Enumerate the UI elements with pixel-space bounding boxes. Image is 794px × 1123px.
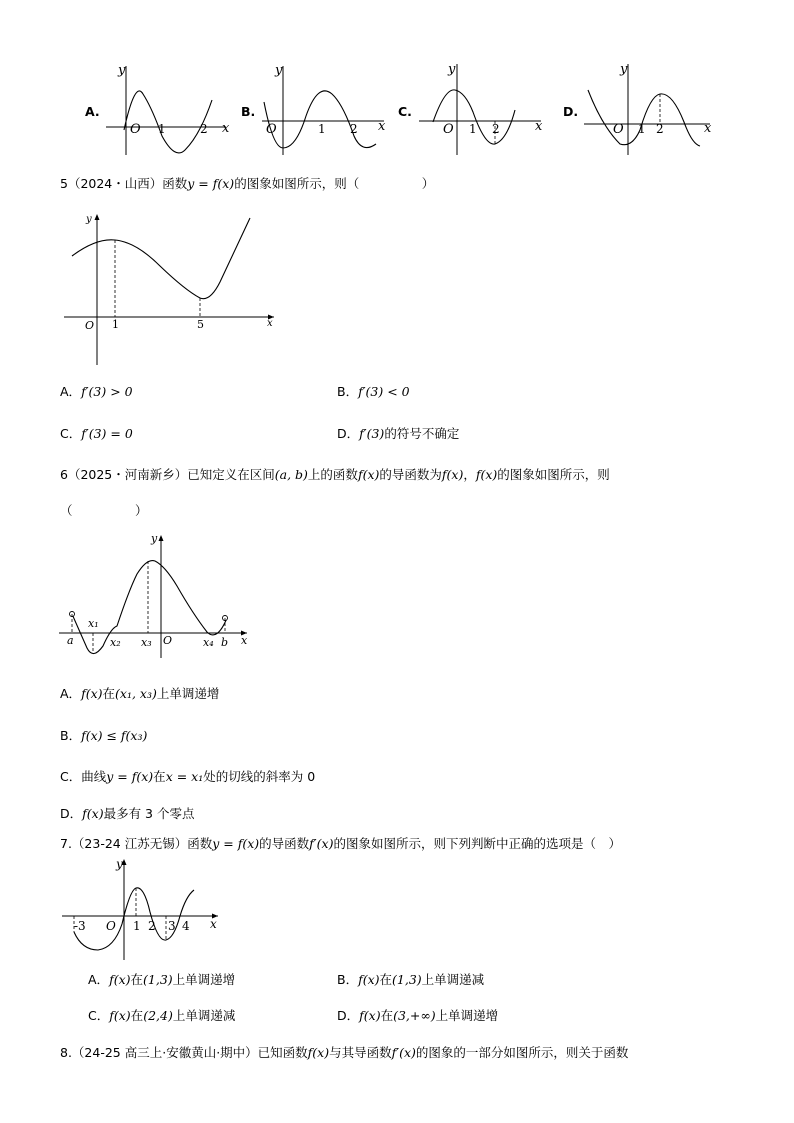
q7-stem-mid: 的导函数 [259, 836, 310, 851]
origin-label: O [130, 122, 141, 137]
q7-stem-func: y = f(x) [212, 836, 260, 851]
option-c-graph [415, 60, 550, 160]
q5-option-a-expr: f′(3) > 0 [81, 384, 133, 399]
q6-option-b-letter: B． [60, 728, 82, 743]
q5-graph [60, 210, 280, 370]
q5-option-a[interactable] [60, 386, 133, 399]
x-label: x [267, 318, 273, 329]
q5-option-c-expr: f′(3) = 0 [81, 426, 133, 441]
q5-option-b-letter: B． [337, 384, 359, 399]
q6-option-c-expr2: x = x₁ [165, 769, 204, 784]
y-label: y [86, 214, 92, 225]
label-x4: x₄ [203, 636, 214, 649]
q7-option-a-text: 在 [130, 972, 144, 987]
y-label: y [620, 62, 628, 77]
q7-option-d-tail: 上单调递增 [435, 1008, 499, 1023]
q7-option-c[interactable] [88, 1010, 235, 1023]
x-label: x [378, 119, 386, 134]
label-x2: x₂ [110, 636, 121, 649]
q5-stem-func: y = f(x) [187, 176, 235, 191]
x-label: x [535, 119, 543, 134]
tick-3: 3 [168, 919, 176, 933]
q7-graph [58, 856, 228, 964]
y-label: y [116, 857, 123, 871]
tick-1: 1 [158, 122, 166, 136]
q7-option-a-tail: 上单调递增 [172, 972, 236, 987]
option-c-label: C. [398, 104, 412, 119]
q7-stem-deriv: f′(x) [309, 836, 334, 851]
x-label: x [222, 121, 230, 136]
q6-stem-line2: （ ） [60, 503, 148, 518]
tick-4: 4 [182, 919, 190, 933]
q7-option-b-letter: B． [337, 972, 359, 987]
q6-option-d[interactable] [60, 808, 194, 821]
option-b-graph [258, 60, 398, 160]
option-b-label: B. [241, 104, 256, 119]
q6-option-c-text0: 曲线 [81, 769, 107, 784]
tick-2: 2 [350, 122, 358, 136]
origin-label: O [163, 634, 173, 647]
q7-stem-prefix: 7.（23-24 江苏无锡）函数 [60, 836, 213, 851]
q5-option-d[interactable] [337, 428, 459, 441]
q7-option-c-expr: f(x) [109, 1008, 131, 1023]
x-label: x [704, 121, 712, 136]
label-a: a [67, 634, 74, 647]
label-x3: x₃ [141, 636, 152, 649]
q6-option-c-letter: C． [60, 769, 82, 784]
q7-option-a[interactable] [88, 974, 235, 987]
q8-stem-mid: 与其导函数 [329, 1045, 392, 1060]
q6-option-b-expr: f(x) ≤ f(x₃) [81, 728, 148, 743]
q8-stem-prefix: 8.（24-25 高三上·安徽黄山·期中）已知函数 [60, 1045, 308, 1060]
q8-stem-deriv: f′(x) [391, 1045, 416, 1060]
q6-option-a-text: 在 [102, 686, 116, 701]
x-label: x [210, 917, 217, 931]
q6-option-a-tail: 上单调递增 [156, 686, 220, 701]
option-d-graph [580, 60, 720, 160]
q7-option-b-tail: 上单调递减 [421, 972, 485, 987]
q6-stem-fx2: f(x) [441, 467, 464, 482]
q7-option-b-expr: f(x) [358, 972, 380, 987]
origin-label: O [266, 122, 277, 137]
y-label: y [448, 62, 456, 77]
q6-stem-mid1: 上的函数 [307, 467, 358, 482]
q5-option-a-letter: A． [60, 384, 82, 399]
q7-stem [60, 838, 621, 851]
option-a-graph [100, 60, 240, 160]
q5-option-b[interactable] [337, 386, 410, 399]
tick-5: 5 [197, 318, 204, 331]
y-label: y [151, 532, 158, 545]
q6-stem-fx3: f(x) [475, 467, 498, 482]
y-label: y [275, 63, 283, 78]
q6-option-c-tail: 处的切线的斜率为 0 [203, 769, 316, 784]
origin-label: O [443, 122, 454, 137]
q7-option-d[interactable] [337, 1010, 498, 1023]
q5-option-d-expr: f′(3) [359, 426, 385, 441]
q6-option-a-interval: (x₁, x₃) [115, 686, 157, 701]
curve-f [72, 218, 250, 299]
q6-option-d-expr: f(x) [82, 806, 104, 821]
q6-option-d-tail: 最多有 3 个零点 [103, 806, 195, 821]
y-arrow [159, 535, 164, 541]
tick-1: 1 [112, 318, 119, 331]
q6-stem-fx: f(x) [357, 467, 380, 482]
q6-option-c[interactable] [60, 771, 315, 784]
tick-1: 1 [638, 122, 646, 136]
q6-option-a[interactable] [60, 688, 219, 701]
x-label: x [241, 634, 248, 647]
tick-2: 2 [200, 122, 208, 136]
q6-option-d-letter: D． [60, 806, 83, 821]
q6-option-c-expr: y = f(x) [106, 769, 154, 784]
option-a-label: A. [85, 104, 100, 119]
q6-option-c-text: 在 [153, 769, 166, 784]
q6-stem-interval: (a, b) [274, 467, 308, 482]
q6-graph [55, 530, 255, 660]
q5-stem-suffix: 的图象如图所示，则（ ） [234, 176, 435, 191]
q6-stem-sep: ， [463, 467, 476, 482]
q6-option-a-expr: f(x) [81, 686, 103, 701]
q7-option-a-interval: (1,3) [143, 972, 173, 987]
q7-option-d-text: 在 [380, 1008, 394, 1023]
q7-stem-suffix: 的图象如图所示，则下列判断中正确的选项是（ ） [333, 836, 621, 851]
q5-stem-prefix: 5（2024・山西）函数 [60, 176, 188, 191]
tick-2: 2 [656, 122, 664, 136]
tick-1: 1 [133, 919, 141, 933]
label-b: b [221, 636, 229, 649]
q5-option-d-letter: D． [337, 426, 360, 441]
q7-option-d-interval: (3,+∞) [393, 1008, 436, 1023]
q5-option-d-tail: 的符号不确定 [384, 426, 460, 441]
q7-option-b-text: 在 [379, 972, 393, 987]
q8-stem-suffix: 的图象的一部分如图所示，则关于函数 [415, 1045, 629, 1060]
q7-option-a-expr: f(x) [109, 972, 131, 987]
q8-stem [60, 1047, 628, 1060]
origin-label: O [613, 122, 624, 137]
q7-option-c-interval: (2,4) [143, 1008, 173, 1023]
q7-option-b-interval: (1,3) [392, 972, 422, 987]
q6-option-a-letter: A． [60, 686, 82, 701]
curve-b [264, 91, 376, 148]
q7-option-d-expr: f(x) [359, 1008, 381, 1023]
curve-d [588, 90, 700, 146]
q6-stem-suffix: 的图象如图所示，则 [497, 467, 610, 482]
q6-stem-mid2: 的导函数为 [379, 467, 442, 482]
q7-option-c-text: 在 [130, 1008, 144, 1023]
q6-stem-line1 [60, 469, 610, 482]
y-label: y [118, 63, 126, 78]
tick-2: 2 [492, 122, 500, 136]
tick-m3: -3 [74, 919, 86, 933]
option-d-label: D. [563, 104, 579, 119]
q8-stem-fx: f(x) [307, 1045, 330, 1060]
tick-2: 2 [148, 919, 156, 933]
q7-option-c-letter: C． [88, 1008, 110, 1023]
origin-label: O [106, 919, 116, 933]
tick-1: 1 [318, 122, 326, 136]
q7-option-b[interactable] [337, 974, 484, 987]
q5-option-c[interactable] [60, 428, 133, 441]
q5-option-b-expr: f′(3) < 0 [358, 384, 410, 399]
q7-option-c-tail: 上单调递减 [172, 1008, 236, 1023]
q5-stem [60, 178, 434, 191]
label-x1: x₁ [88, 617, 99, 630]
y-arrow [95, 214, 100, 220]
q6-stem-prefix: 6（2025・河南新乡）已知定义在区间 [60, 467, 275, 482]
q7-option-a-letter: A． [88, 972, 110, 987]
origin-label: O [85, 319, 95, 332]
q6-option-b[interactable] [60, 730, 147, 743]
q7-option-d-letter: D． [337, 1008, 360, 1023]
q5-option-c-letter: C． [60, 426, 82, 441]
tick-1: 1 [469, 122, 477, 136]
